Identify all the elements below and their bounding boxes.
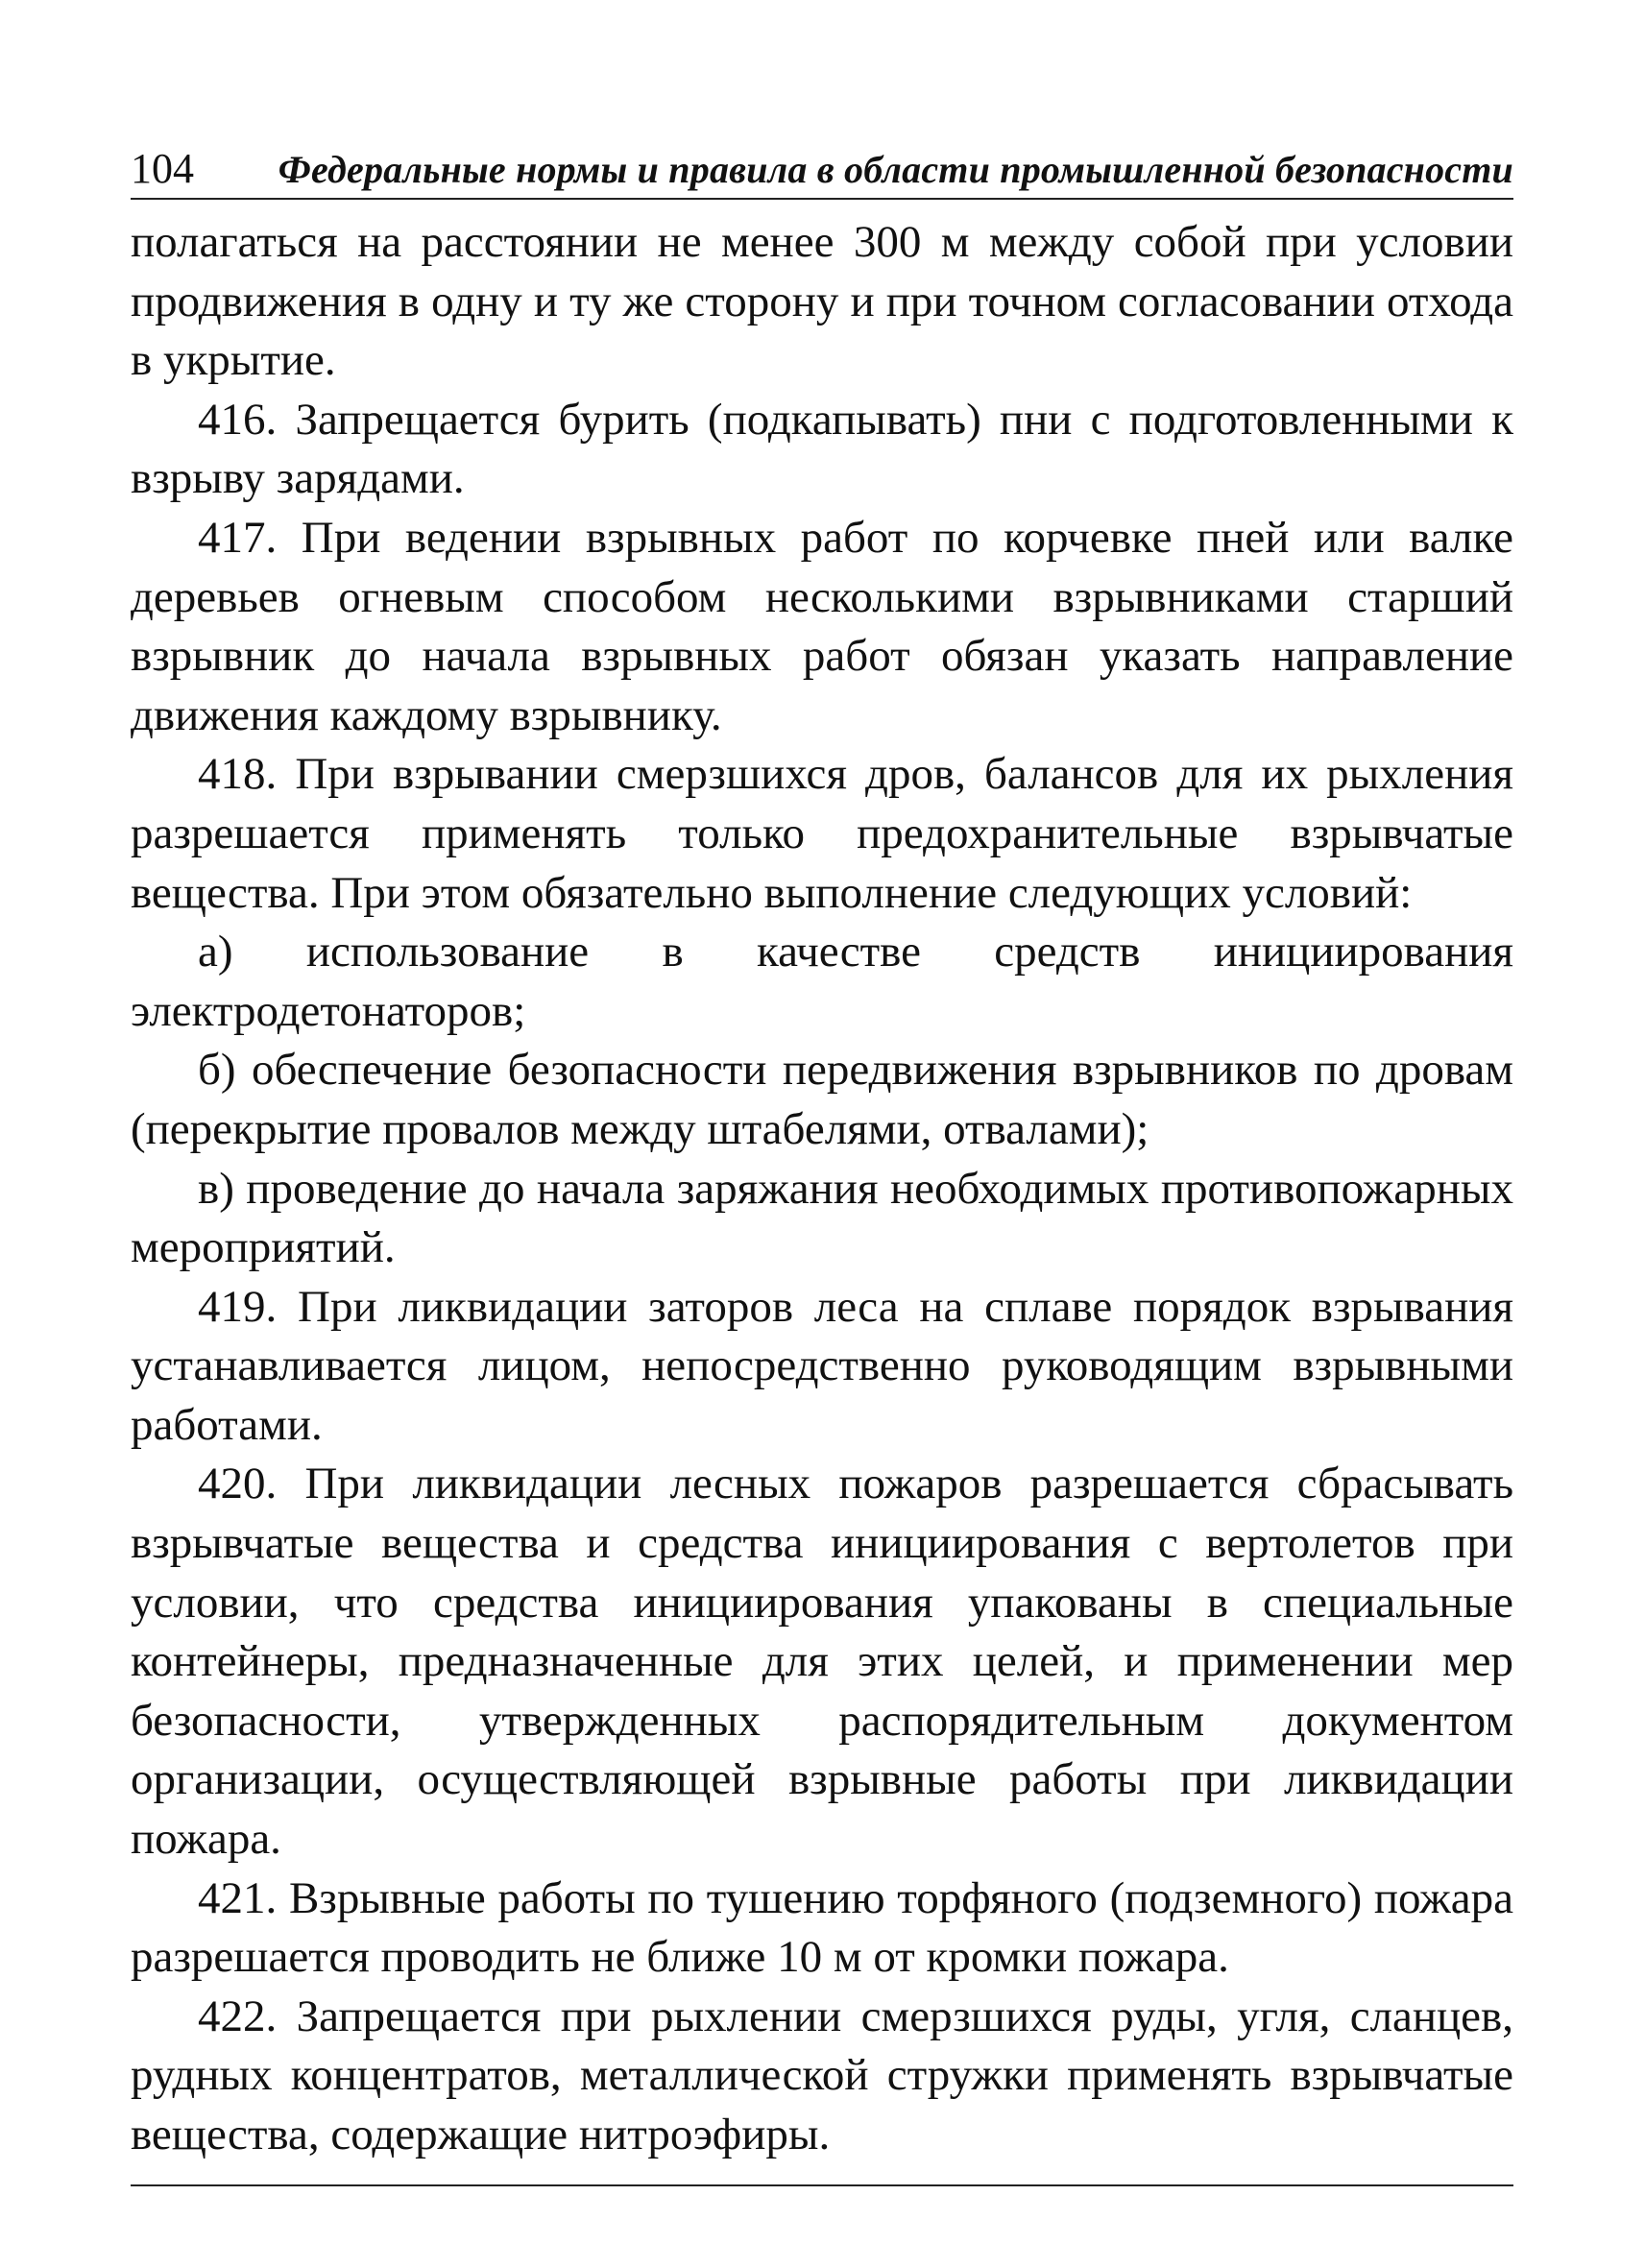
page-number: 104 xyxy=(131,145,194,192)
document-page xyxy=(131,144,1513,2186)
paragraph-continuation: полагаться на расстоянии не менее 300 м между собой при условии продвижения в одну и ту же сторону и при точном согласовании отхода в укрытие. xyxy=(131,217,1513,386)
body-text xyxy=(131,213,1513,2165)
paragraph-418: 418. При взрывании смерзшихся дров, балансов для их рыхления разрешается применять только предохранительные взрывчатые вещества. При этом обязательно выполнение следующих условий: xyxy=(131,749,1513,918)
running-header xyxy=(131,144,1513,200)
list-item-a: а) использование в качестве средств инициирования электродетонаторов; xyxy=(131,927,1513,1036)
running-title: Федеральные нормы и правила в области промышленной безопасности xyxy=(278,148,1513,191)
paragraph-417: 417. При ведении взрывных работ по корчевке пней или валке деревьев огневым способом несколькими взрывниками старший взрывник до начала взрывных работ обязан указать направление движения каждому взрывнику. xyxy=(131,512,1513,740)
bottom-rule xyxy=(131,2184,1513,2186)
paragraph-421: 421. Взрывные работы по тушению торфяного (подземного) пожара разрешается проводить не ближе 10 м от кромки пожара. xyxy=(131,1872,1513,1983)
paragraph-416: 416. Запрещается бурить (подкапывать) пни с подготовленными к взрыву зарядами. xyxy=(131,394,1513,504)
paragraph-422: 422. Запрещается при рыхлении смерзшихся руды, угля, сланцев, рудных концентратов, металлической стружки применять взрывчатые вещества, содержащие нитроэфиры. xyxy=(131,1991,1513,2159)
list-item-v: в) проведение до начала заряжания необходимых противопожарных мероприятий. xyxy=(131,1163,1513,1273)
paragraph-420: 420. При ликвидации лесных пожаров разрешается сбрасывать взрывчатые вещества и средства инициирования с вертолетов при условии, что средства инициирования упакованы в специальные контейнеры, предназначенные для этих целей, и применении мер безопасности, утвержденных распорядительным документом организации, осуществляющей взрывные работы при ликвидации пожара. xyxy=(131,1459,1513,1865)
list-item-b: б) обеспечение безопасности передвижения взрывников по дровам (перекрытие провалов между штабелями, отвалами); xyxy=(131,1045,1513,1154)
paragraph-419: 419. При ликвидации заторов леса на сплаве порядок взрывания устанавливается лицом, непосредственно руководящим взрывными работами. xyxy=(131,1281,1513,1450)
